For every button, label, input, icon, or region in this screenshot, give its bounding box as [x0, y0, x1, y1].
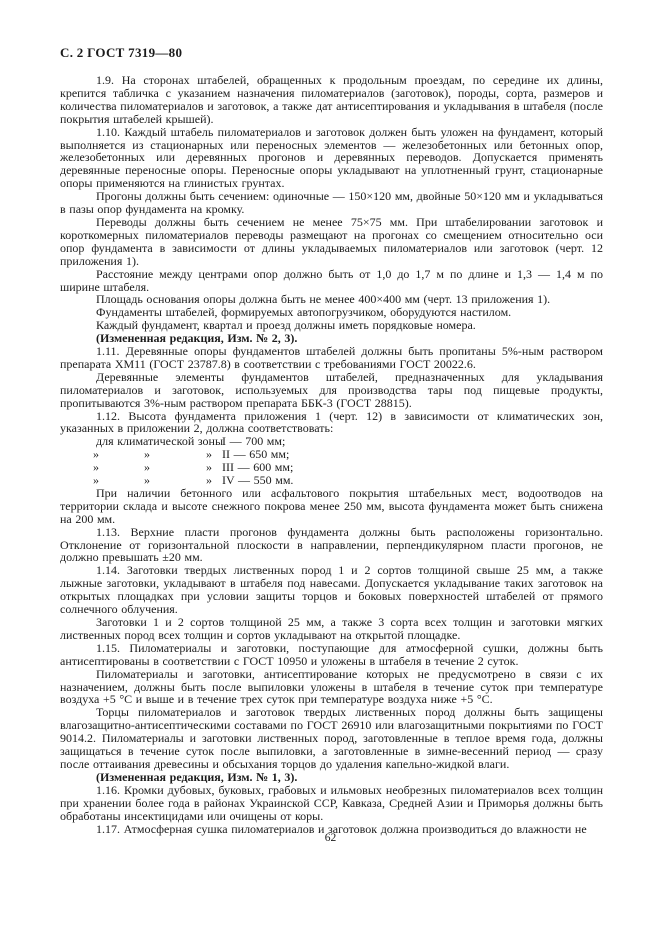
- paragraph: Заготовки 1 и 2 сортов толщиной 25 мм, а также 3 сорта всех толщин и заготовки мягких лиственных пород всех толщин и сортов укладывают на открытой площадке.: [60, 615, 603, 642]
- page-header: С. 2 ГОСТ 7319—80: [60, 45, 183, 60]
- ditto-mark: »: [206, 473, 212, 488]
- paragraph: Фундаменты штабелей, формируемых автопогрузчиком, оборудуются настилом.: [96, 305, 512, 320]
- ditto-mark: »: [144, 447, 150, 462]
- ditto-mark: »: [93, 473, 99, 488]
- amendment-note: (Измененная редакция, Изм. № 1, 3).: [96, 769, 298, 784]
- zone-height-line: [60, 461, 603, 474]
- page-number: 62: [324, 832, 337, 844]
- paragraph: Расстояние между центрами опор должно быть от 1,0 до 1,7 м по длине и 1,3 — 1,4 м по ширине штабеля.: [60, 266, 603, 294]
- paragraph: 1.10. Каждый штабель пиломатериалов и заготовок должен быть уложен на фундамент, который выполняется из стационарных или переносных элементов — железобетонных или бетонных опор, железобетонных или деревянных прогонов и деревянных переводов. Допускается применять деревянные переносные опоры. Переносные опоры укладывают на уплотненный грунт, стационарные опоры применяются на глинистых грунтах.: [60, 124, 603, 191]
- paragraph: 1.11. Деревянные опоры фундаментов штабелей должны быть пропитаны 5%-ным раствором препарата ХМ11 (ГОСТ 23787.8) в соответствии с требованиями ГОСТ 20022.6.: [60, 344, 603, 371]
- paragraph: Каждый фундамент, квартал и проезд должны иметь порядковые номера.: [96, 318, 476, 333]
- ditto-mark: »: [93, 447, 99, 462]
- paragraph: 1.16. Кромки дубовых, буковых, грабовых и ильмовых необрезных пиломатериалов всех толщин при хранении более года в районах Украинской ССР, Кавказа, Средней Азии и Приморья должны быть обработаны инсектицидами или очищены от коры.: [60, 782, 603, 823]
- paragraph: Переводы должны быть сечением не менее 75×75 мм. При штабелировании заготовок и короткомерных пиломатериалов переводы размещают на прогонах со смещением относительно оси опор фундамента в зависимости от длины укладываемых пиломатериалов или заготовок (черт. 12 приложения 1).: [60, 214, 603, 268]
- paragraph: При наличии бетонного или асфальтового покрытия штабельных мест, водоотводов на территории склада и высоте снежного покрова менее 250 мм, высота фундамента может быть снижена на 200 мм.: [60, 485, 603, 526]
- paragraph: Площадь основания опоры должна быть не менее 400×400 мм (черт. 13 приложения 1).: [96, 292, 551, 307]
- paragraph: 1.14. Заготовки твердых лиственных пород 1 и 2 сортов толщиной свыше 25 мм, а также лыжные заготовки, укладывают в штабеля под навесами. Допускается укладывание таких заготовок на открытых площадках при условии защиты торцов и боковых поверхностей штабелей от прямого солнечного облучения.: [60, 563, 603, 617]
- ditto-mark: »: [206, 460, 212, 475]
- zone-value: IV — 550 мм.: [222, 473, 294, 488]
- ditto-mark: »: [144, 460, 150, 475]
- paragraph: 1.17. Атмосферная сушка пиломатериалов и заготовок должна производиться до влажности не: [96, 821, 587, 836]
- zone-height-line: [60, 448, 603, 461]
- zone-value: I — 700 мм;: [222, 434, 286, 449]
- zone-height-line: [60, 435, 603, 448]
- paragraph: 1.15. Пиломатериалы и заготовки, поступающие для атмосферной сушки, должны быть антисептированы в соответствии с ГОСТ 10950 и уложены в штабеля в течение 2 суток.: [60, 640, 603, 668]
- amendment-note: (Измененная редакция, Изм. № 2, 3).: [96, 331, 298, 346]
- paragraph: 1.12. Высота фундамента приложения 1 (черт. 12) в зависимости от климатических зон, указанных в приложении 2, должна соответствовать:: [60, 408, 603, 436]
- zone-value: II — 650 мм;: [222, 447, 290, 462]
- zone-height-line: [60, 474, 603, 487]
- ditto-mark: »: [93, 460, 99, 475]
- paragraph: Деревянные элементы фундаментов штабелей, предназначенных для укладывания пиломатериалов и заготовок, используемых для производства тары под пищевые продукты, пропитываются 3%-ным раствором препарата ББК-3 (ГОСТ 28815).: [60, 369, 603, 410]
- ditto-mark: »: [144, 473, 150, 488]
- ditto-mark: »: [206, 447, 212, 462]
- paragraph: 1.13. Верхние пласти прогонов фундамента должны быть расположены горизонтально. Отклонение от горизонтальной плоскости в направлении, перпендикулярном пласти прогонов, не должно превышать ±20 мм.: [60, 524, 603, 565]
- paragraph: 1.9. На сторонах штабелей, обращенных к продольным проездам, по середине их длины, крепится табличка с указанием назначения пиломатериалов (заготовок), породы, сорта, размеров и количества пиломатериалов и заготовок, а также дат антисептирования и укладывания в штабеля (после покрытия штабелей крышей).: [60, 73, 603, 126]
- document-body: [60, 74, 603, 835]
- zone-label: для климатической зоны: [96, 434, 224, 449]
- paragraph: Прогоны должны быть сечением: одиночные — 150×120 мм, двойные 50×120 мм и укладываться в пазы опор фундамента на кромку.: [60, 189, 603, 217]
- paragraph: Торцы пиломатериалов и заготовок твердых лиственных пород должны быть защищены влагозащитно-антисептическими составами по ГОСТ 26910 или влагозащитными покрытиями по ГОСТ 9014.2. Пиломатериалы и заготовки лиственных пород, заготовленные в теплое время года, должны защищаться в течение суток после выпиловки, а заготовленные в зимне-весенний период — сразу после оттаивания древесины и обсыхания торцов до удаления капельно-жидкой влаги.: [60, 705, 603, 771]
- zone-value: III — 600 мм;: [222, 460, 294, 475]
- paragraph: Пиломатериалы и заготовки, антисептирование которых не предусмотрено в связи с их назначением, должны быть после выпиловки уложены в штабеля в течение суток при температуре воздуха +5 °С и выше и в течение трех суток при температуре воздуха ниже +5 °С.: [60, 666, 603, 707]
